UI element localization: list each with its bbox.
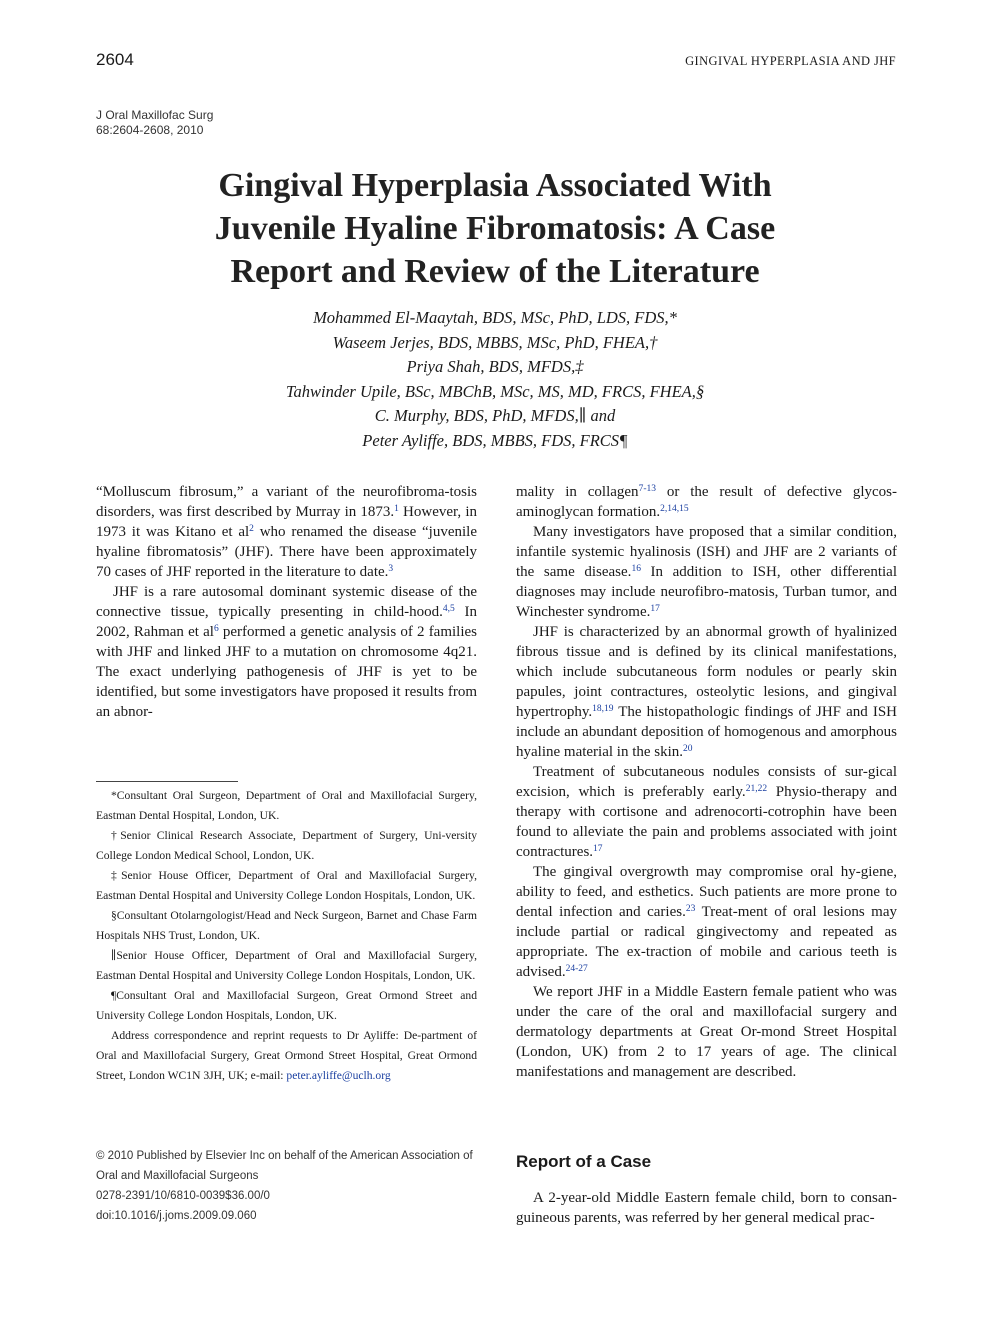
left-column <box>96 482 477 722</box>
affiliation-note: ¶Consultant Oral and Maxillofacial Surgeon, Great Ormond Street and University College London Hospitals, London, UK. <box>96 989 477 1022</box>
citation-link[interactable]: 18,19 <box>592 704 614 714</box>
author-list <box>100 306 890 454</box>
right-column <box>516 482 897 1082</box>
body-paragraph: The gingival overgrowth may compromise oral hy-giene, ability to feed, and esthetics. Such patients are more prone to dental infection and caries.$^{23}$ Treat-ment of oral lesions may include partial or radical gingivectomy and repeated as appropriate. The ex-traction of mobile and carious teeth is advised.$^{24-27}$ <box>516 864 897 980</box>
case-report-text <box>516 1188 897 1228</box>
citation-link[interactable]: 2 <box>249 524 254 534</box>
title-line: Gingival Hyperplasia Associated With <box>218 167 772 204</box>
running-title: GINGIVAL HYPERPLASIA AND JHF <box>685 54 896 68</box>
footnote-divider <box>96 781 238 782</box>
issn-line: 0278-2391/10/6810-0039$36.00/0 <box>96 1190 270 1202</box>
citation-link[interactable]: 4,5 <box>442 604 455 614</box>
copyright-line: © 2010 Published by Elsevier Inc on behalf of the American Association of Oral and Maxillofacial Surgeons <box>96 1150 473 1182</box>
title-line: Report and Review of the Literature <box>230 253 760 290</box>
author: Waseem Jerjes, BDS, MBBS, MSc, PhD, FHEA,† <box>332 332 658 352</box>
email-link[interactable]: peter.ayliffe@uclh.org <box>286 1069 391 1082</box>
citation-link[interactable]: 17 <box>593 844 603 854</box>
author: C. Murphy, BDS, PhD, MFDS,∥ and <box>374 406 616 426</box>
journal-citation <box>96 108 213 138</box>
title-line: Juvenile Hyaline Fibromatosis: A Case <box>214 210 776 247</box>
affiliation-note: ‡Senior House Officer, Department of Oral and Maxillofacial Surgery, Eastman Dental Hospital and University College London Hospitals, London, UK. <box>96 869 477 902</box>
citation-link[interactable]: 1 <box>394 504 399 514</box>
author: Peter Ayliffe, BDS, MBBS, FDS, FRCS¶ <box>362 430 628 450</box>
citation-link[interactable]: 17 <box>650 604 660 614</box>
citation-link[interactable]: 6 <box>213 624 219 634</box>
affiliation-note: †Senior Clinical Research Associate, Department of Surgery, Uni-versity College London Medical School, London, UK. <box>96 829 477 862</box>
citation-link[interactable]: 24-27 <box>565 964 588 974</box>
citation-link[interactable]: 2,14,15 <box>660 504 689 514</box>
author-affiliations <box>96 786 477 1086</box>
body-paragraph: “Molluscum fibrosum,” a variant of the neurofibroma-tosis disorders, was first described by Murray in 1873.$^1$ However, in 1973 it was Kitano et $al^2$ who renamed the disease “juvenile hyaline fibromatosis” (JHF). There have been approximately 70 cases of JHF reported in the literature to date.$^3$ <box>96 484 477 580</box>
citation-link[interactable]: 16 <box>631 564 641 574</box>
article-title <box>100 164 890 293</box>
journal-volume: 68:2604-2608, 2010 <box>96 123 204 137</box>
body-paragraph: We report JHF in a Middle Eastern female patient who was under the care of the oral and maxillofacial surgery and dermatology departments at Great Or-mond Street Hospital (London, UK) from 2 to 17 years of age. The clinical manifestations and management are described. <box>516 984 897 1080</box>
citation-link[interactable]: 7-13 <box>638 484 656 494</box>
body-paragraph: mality in collagen$^{7-13}$ or the result of defective glycos-aminoglycan formation.$^{2,14,15}$ <box>516 484 897 520</box>
affiliation-note: ∥Senior House Officer, Department of Oral and Maxillofacial Surgery, Eastman Dental Hospital and University College London Hospitals, London, UK. <box>96 949 477 982</box>
body-paragraph: JHF is characterized by an abnormal growth of hyalinized fibrous tissue and is defined by its clinical manifestations, which include subcutaneous form nodules or pearly skin papules, joint contractures, osteolytic lesions, and gingival hypertrophy.$^{18,19}$ The histopathologic findings of JHF and ISH include an abundant deposition of homogenous and amorphous hyaline material in the skin.$^{20}$ <box>516 624 897 760</box>
correspondence-note: Address correspondence and reprint requests to Dr Ayliffe: De-partment of Oral and Maxillofacial Surgery, Great Ormond Street Hospital, Great Ormond Street, London WC1N 3JH, UK; e-mail: peter.ayliffe@uclh.org <box>96 1029 477 1082</box>
citation-link[interactable]: 23 <box>685 904 696 914</box>
section-heading: Report of a Case <box>516 1152 652 1171</box>
author: Priya Shah, BDS, MFDS,‡ <box>406 357 584 377</box>
citation-link[interactable]: 21,22 <box>745 784 768 794</box>
citation-link[interactable]: 3 <box>388 564 394 574</box>
doi-line: doi:10.1016/j.joms.2009.09.060 <box>96 1210 257 1222</box>
body-paragraph: Treatment of subcutaneous nodules consists of sur-gical excision, which is preferably early.$^{21,22}$ Physio-therapy and therapy with cortisone and adrenocorti-cotrophin have been found to alleviate the pain and problems associated with joint contractures.$^{17}$ <box>516 764 897 860</box>
citation-link[interactable]: 20 <box>683 744 693 754</box>
page-number: 2604 <box>96 50 134 69</box>
publisher-info <box>96 1146 477 1226</box>
body-paragraph: Many investigators have proposed that a similar condition, infantile systemic hyalinosis (ISH) and JHF are 2 variants of the same disease.$^{16}$ In addition to ISH, other differential diagnoses may include neurofibro-matosis, Turban tumor, and Winchester syndrome.$^{17}$ <box>516 524 898 620</box>
author: Mohammed El-Maaytah, BDS, MSc, PhD, LDS, FDS,* <box>313 308 677 327</box>
body-paragraph: A 2-year-old Middle Eastern female child, born to consan-guineous parents, was referred by her general medical prac- <box>516 1190 897 1226</box>
affiliation-note: §Consultant Otolarngologist/Head and Neck Surgeon, Barnet and Chase Farm Hospitals NHS Trust, London, UK. <box>96 909 477 942</box>
author: Tahwinder Upile, BSc, MBChB, MSc, MS, MD, FRCS, FHEA,§ <box>285 381 705 401</box>
affiliation-note: *Consultant Oral Surgeon, Department of Oral and Maxillofacial Surgery, Eastman Dental Hospital, London, UK. <box>96 789 477 822</box>
body-paragraph: JHF is a rare autosomal dominant systemic disease of the connective tissue, typically presenting in child-hood.$^{4,5}$ In 2002, Rahman et $al^6$ performed a genetic analysis of 2 families with JHF and linked JHF to a mutation on chromosome 4q21. The exact underlying pathogenesis of JHF is yet to be identified, but some investigators have proposed it results from an abnor- <box>96 584 478 720</box>
journal-name: J Oral Maxillofac Surg <box>96 108 214 122</box>
